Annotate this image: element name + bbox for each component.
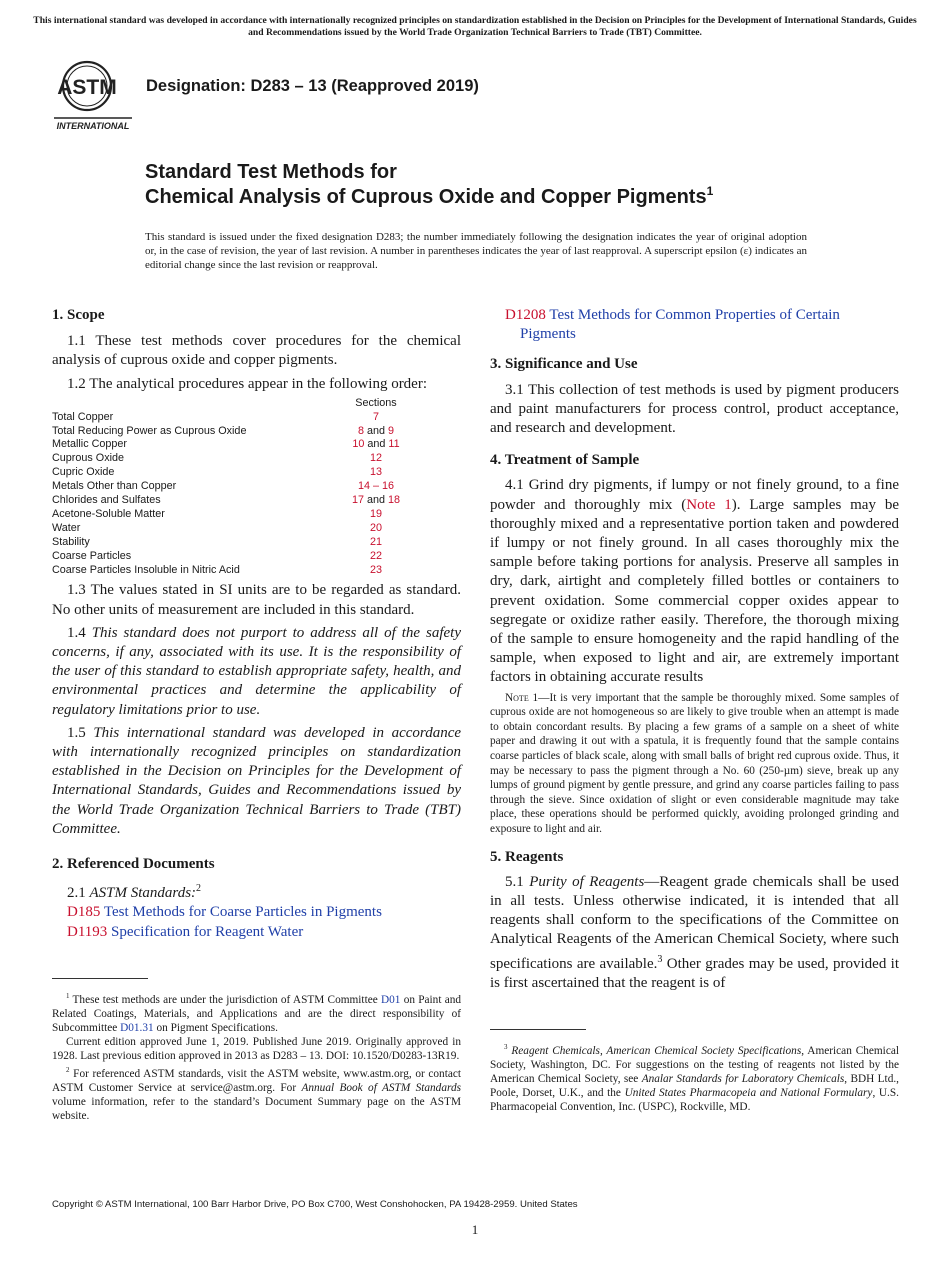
- sections-table: [52, 397, 461, 578]
- sections-table-row: [52, 508, 461, 522]
- section-link[interactable]: 22: [369, 549, 382, 562]
- footnote-3-italic-3: United States Pharmacopeia and National Formulary: [624, 1086, 873, 1099]
- para-4-1: [490, 476, 899, 687]
- ref-d185-title[interactable]: Test Methods for Coarse Particles in Pigments: [103, 904, 382, 921]
- para-1-5-number: 1.5: [67, 724, 86, 741]
- document-title: [145, 160, 713, 210]
- footnote-2-b: volume information, refer to the standard’s Document Summary page on the ASTM website.: [52, 1095, 461, 1122]
- section-numbers: [316, 438, 436, 452]
- astm-logo-graphic: [52, 58, 134, 132]
- section-link[interactable]: 19: [369, 507, 382, 520]
- copyright-footer: Copyright © ASTM International, 100 Barr Harbor Drive, PO Box C700, West Conshohocken, PA 19428-2959. United States: [52, 1199, 578, 1210]
- section-link[interactable]: 9: [388, 424, 395, 437]
- section-name: Acetone-Soluble Matter: [52, 507, 165, 520]
- section-link[interactable]: 18: [388, 494, 401, 507]
- section-link[interactable]: 11: [388, 438, 400, 451]
- footnote-2: [52, 1063, 461, 1123]
- para-1-5-text: This international standard was developed in accordance with internationally recognized principles on standardization established in the Decision on Principles for the Development of International Standards, Guides and Recommendations issued by the World Trade Organization Technical Barriers to Trade (TBT) Committee.: [52, 724, 462, 837]
- para-2-1-footnote-ref: 2: [196, 883, 202, 895]
- section-and: and: [367, 438, 386, 451]
- para-5-1-b: Other grades may be used, provided it is first ascertained that the reagent is of: [490, 955, 900, 991]
- footnote-3-a: , American Chemical Society, Washington, DC. For suggestions on the testing of reagents not listed by the American Chemical Society, see: [490, 1044, 899, 1085]
- footnote-3-mark: 3: [504, 1043, 508, 1051]
- logo-text: ASTM: [57, 76, 117, 99]
- header-note: This international standard was developed in accordance with internationally recognized principles on standardization established in the Decision on Principles for the Development of International Standards, Guides and Recommendations issued by the World Trade Organization Technical Barriers to Trade (TBT) Committee.: [33, 15, 917, 38]
- significance-heading: 3. Significance and Use: [490, 356, 638, 373]
- footnotes-right: [490, 1029, 899, 1114]
- section-link[interactable]: 14 – 16: [357, 480, 395, 493]
- section-name: Cupric Oxide: [52, 466, 115, 479]
- para-2-1: [52, 879, 461, 903]
- sections-table-row: [52, 466, 461, 480]
- section-link[interactable]: 8: [357, 424, 364, 437]
- para-5-1-a: —Reagent grade chemicals shall be used in all tests. Unless otherwise indicated, it is intended that all reagents shall conform to the specifications of the Committee on Analytical Reagents of the American Chemical Society, where such specifications are available.: [490, 873, 899, 972]
- refdocs-heading: 2. Referenced Documents: [52, 856, 215, 873]
- footnotes-left: [52, 978, 461, 1123]
- sections-header: Sections: [355, 396, 397, 409]
- section-and: and: [366, 494, 385, 507]
- footnote-1-b: on Paint and Related Coatings, Materials, and Applications and are the direct responsibility of Subcommittee: [52, 993, 462, 1034]
- footnote-3-c: , U.S. Pharmacopeial Convention, Inc. (USPC), Rockville, MD.: [490, 1086, 899, 1113]
- section-numbers: [316, 466, 436, 480]
- scope-heading: 1. Scope: [52, 307, 105, 323]
- footnote-1-mark: 1: [66, 992, 70, 1000]
- ref-d185[interactable]: [52, 903, 461, 922]
- section-and: and: [366, 424, 385, 437]
- section-numbers: [316, 452, 436, 466]
- page-number: 1: [471, 1222, 479, 1237]
- issued-statement: This standard is issued under the fixed designation D283; the number immediately following the designation indicates the year of original adoption or, in the case of revision, the year of last revision. A number in parentheses indicates the year of last reapproval. A superscript epsilon (ε) indicates an editorial change since the last revision or reapproval.: [145, 231, 807, 271]
- reagents-heading: 5. Reagents: [490, 848, 564, 865]
- note-1-text: —It is very important that the sample be thoroughly mixed. Some samples of cuprous oxide are not homogeneous so are likely to give trouble when an attempt is made to obtain concordant results. By placing a few grams of a sample on a sheet of white paper and drawing it out with a spatula, it is frequently found that the sample contains coarse particles of black scale, along with small balls of bright red cuprous oxide. Thus, it may be necessary to pass the pigment through a No. 60 (250-µm) sieve, break up any lumps of ground pigment by gentle pressure, and grind any coarse particles failing to pass through the sieve. Since oxidation of slight or even considerable magnitude may take place, these operations should be performed quickly, avoiding prolonged grinding and exposure to light and air.: [490, 691, 899, 835]
- footnote-3-italic-1: Reagent Chemicals, American Chemical Society Specifications: [511, 1044, 802, 1057]
- sections-table-row: [52, 522, 461, 536]
- section-link[interactable]: 21: [369, 535, 382, 548]
- para-1-2: 1.2 The analytical procedures appear in the following order:: [67, 375, 428, 392]
- note-1: [490, 691, 899, 837]
- right-column: [490, 306, 899, 993]
- section-numbers: [316, 564, 436, 578]
- section-name: Total Reducing Power as Cuprous Oxide: [52, 424, 247, 437]
- note-1-link[interactable]: Note 1: [686, 496, 732, 513]
- sections-table-row: [52, 550, 461, 564]
- sections-table-row: [52, 452, 461, 466]
- designation: Designation: D283 – 13 (Reapproved 2019): [146, 77, 479, 95]
- section-link[interactable]: 7: [372, 410, 379, 423]
- ref-d1193[interactable]: [52, 923, 461, 942]
- sections-table-row: [52, 536, 461, 550]
- section-name: Cuprous Oxide: [52, 452, 125, 465]
- footnote-rule-right: [490, 1029, 586, 1030]
- section-link[interactable]: 17: [351, 494, 364, 507]
- subcommittee-d01-31-link[interactable]: D01.31: [120, 1021, 154, 1034]
- section-numbers: [316, 550, 436, 564]
- title-line-1: Standard Test Methods for: [145, 161, 397, 183]
- section-name: Stability: [52, 535, 90, 548]
- section-link[interactable]: 20: [369, 521, 382, 534]
- footnote-2-a: For referenced ASTM standards, visit the ASTM website, www.astm.org, or contact ASTM Customer Service at service@astm.org. For: [52, 1067, 461, 1094]
- para-1-3: 1.3 The values stated in SI units are to be regarded as standard. No other units of measurement are included in this standard.: [52, 582, 461, 618]
- footnote-3-b: , BDH Ltd., Poole, Dorset, U.K., and the: [490, 1072, 899, 1099]
- section-name: Metals Other than Copper: [52, 480, 177, 493]
- footnote-2-mark: 2: [66, 1065, 70, 1074]
- committee-d01-link[interactable]: D01: [381, 993, 401, 1006]
- section-numbers: [316, 536, 436, 550]
- section-name: Total Copper: [52, 410, 114, 423]
- para-5-1: [490, 873, 899, 993]
- footnote-1-c: on Pigment Specifications.: [156, 1021, 278, 1034]
- section-numbers: [316, 494, 436, 508]
- para-1-5: [52, 724, 461, 839]
- footnote-3-italic-2: Analar Standards for Laboratory Chemicals: [641, 1072, 845, 1085]
- astm-logo: [52, 58, 134, 132]
- para-4-1-b: ). Large samples may be thoroughly mixed and a representative portion taken and powdered if lumpy or not finely ground. In all cases thoroughly mix the sample before taking portions for analysis. Preserve all samples in dry, dark, airtight and completely filled bottles or containers to prevent oxidation. Some commercial copper oxides appear to segregate or oxidize rather easily. Therefore, the thorough mixing of the sample to ensure homogeneity and the rapid handling of the sample, when exposed to light and air, are extremely important factors in obtaining accurate results: [490, 496, 899, 686]
- note-1-label: Note 1: [505, 691, 539, 704]
- para-5-1-italic: Purity of Reagents: [529, 873, 645, 890]
- para-1-4-text: This standard does not purport to address all of the safety concerns, if any, associated with its use. It is the responsibility of the user of this standard to establish appropriate safety, health, and environmental practices and determine the applicability of regulatory limitations prior to use.: [52, 624, 462, 718]
- section-name: Chlorides and Sulfates: [52, 494, 161, 507]
- ref-d1208-code[interactable]: D1208: [505, 307, 546, 323]
- footnote-1-a: These test methods are under the jurisdiction of ASTM Committee: [72, 993, 378, 1006]
- sections-table-body: [52, 411, 461, 578]
- section-numbers: [316, 522, 436, 536]
- section-link[interactable]: 13: [369, 466, 382, 479]
- ref-d1193-code[interactable]: D1193: [67, 923, 108, 940]
- section-link[interactable]: 12: [369, 452, 382, 465]
- section-name: Coarse Particles Insoluble in Nitric Acid: [52, 563, 240, 576]
- para-5-1-number: 5.1: [505, 873, 524, 890]
- section-name: Metallic Copper: [52, 438, 128, 451]
- section-link[interactable]: 23: [369, 563, 382, 576]
- logo-subtext: INTERNATIONAL: [56, 121, 130, 131]
- sections-table-row: [52, 480, 461, 494]
- para-3-1: 3.1 This collection of test methods is used by pigment producers and paint manufacturers for process control, product acceptance, and research and development.: [490, 381, 899, 437]
- para-5-1-footnote-ref: 3: [657, 953, 663, 965]
- sections-table-row: [52, 411, 461, 425]
- ref-d185-code[interactable]: D185: [67, 904, 101, 921]
- para-2-1-number: 2.1: [67, 885, 86, 902]
- para-1-4: [52, 624, 461, 720]
- sections-table-row: [52, 438, 461, 452]
- sections-table-row: [52, 494, 461, 508]
- edition-note: Current edition approved June 1, 2019. Published June 2019. Originally approved in 1928. Last previous edition approved in 2013 as D283 – 13. DOI: 10.1520/D0283-13R19.: [52, 1035, 461, 1062]
- section-numbers: [316, 508, 436, 522]
- section-link[interactable]: 10: [352, 438, 365, 451]
- footnote-2-italic: Annual Book of ASTM Standards: [301, 1081, 462, 1094]
- sections-table-row: [52, 564, 461, 578]
- ref-d1208[interactable]: [505, 306, 899, 344]
- treatment-heading: 4. Treatment of Sample: [490, 452, 640, 469]
- sections-table-row: [52, 425, 461, 439]
- ref-d1208-title[interactable]: Test Methods for Common Properties of Certain Pigments: [520, 307, 840, 343]
- para-4-1-a: 4.1 Grind dry pigments, if lumpy or not finely ground, to a fine powder and thoroughly mix (: [490, 477, 899, 513]
- section-numbers: [316, 425, 436, 439]
- section-name: Coarse Particles: [52, 549, 132, 562]
- scope-section: [52, 306, 461, 942]
- para-2-1-text: ASTM Standards:: [89, 885, 197, 902]
- title-line-2: [145, 185, 713, 210]
- para-1-4-number: 1.4: [67, 624, 86, 641]
- footnote-1: [52, 989, 461, 1035]
- footnote-3: [490, 1040, 899, 1114]
- para-1-1: 1.1 These test methods cover procedures for the chemical analysis of cuprous oxide and copper pigments.: [52, 333, 461, 369]
- title-line-2-text: Chemical Analysis of Cuprous Oxide and Copper Pigments: [145, 186, 707, 208]
- section-numbers: [316, 411, 436, 425]
- footnote-rule-left: [52, 978, 148, 979]
- title-footnote-ref: 1: [706, 184, 714, 198]
- section-name: Water: [52, 521, 81, 534]
- ref-d1193-title[interactable]: Specification for Reagent Water: [111, 923, 304, 940]
- section-numbers: [316, 480, 436, 494]
